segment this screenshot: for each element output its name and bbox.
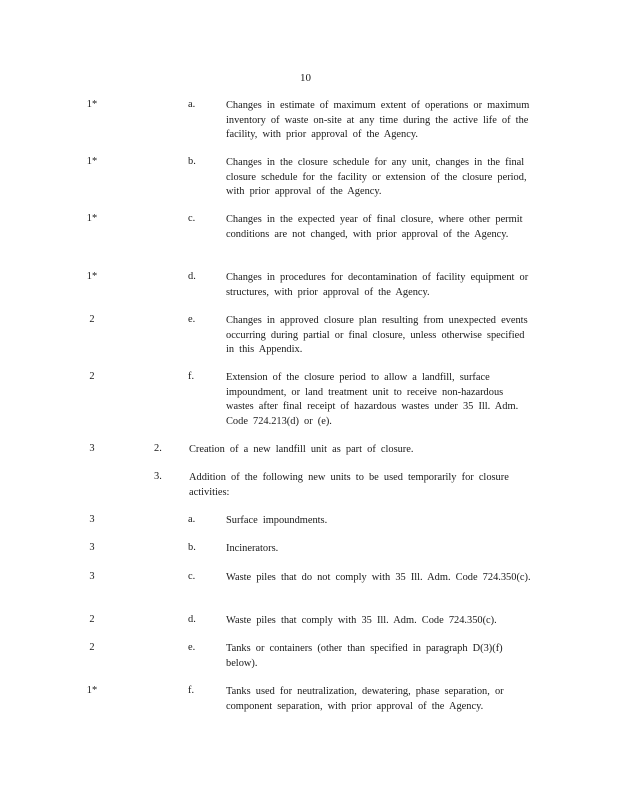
item-letter: b. bbox=[188, 156, 196, 167]
class-label: 2 bbox=[89, 314, 95, 325]
item-text: Tanks or containers (other than specified in paragraph D(3)(f) below). bbox=[226, 643, 503, 669]
class-label: 1* bbox=[86, 99, 98, 110]
item-text: Waste piles that comply with 35 Ill. Adm. Code 724.350(c). bbox=[226, 615, 497, 626]
item-text: Creation of a new landfill unit as part of closure. bbox=[189, 444, 414, 455]
class-label: 3 bbox=[89, 514, 95, 525]
class-label: 3 bbox=[89, 542, 95, 553]
item-letter: d. bbox=[188, 614, 196, 625]
class-label: 1* bbox=[86, 213, 98, 224]
class-label: 2 bbox=[89, 371, 95, 382]
item-number: 3. bbox=[154, 471, 162, 482]
class-label: 2 bbox=[89, 642, 95, 653]
item-letter: a. bbox=[188, 99, 196, 110]
item-text: Addition of the following new units to be used temporarily for closure activities: bbox=[189, 472, 509, 498]
item-letter: f. bbox=[188, 371, 195, 382]
item-text: Changes in the closure schedule for any unit, changes in the final closure schedule for the facility or extension of the closure period, with prior approval of the Agency. bbox=[226, 157, 527, 198]
page-number: 10 bbox=[300, 72, 311, 84]
item-text: Changes in estimate of maximum extent of operations or maximum inventory of waste on-site at any time during the active life of the facility, with prior approval of the Agency. bbox=[226, 100, 530, 141]
item-text: Surface impoundments. bbox=[226, 515, 328, 526]
item-letter: c. bbox=[188, 213, 196, 224]
item-text: Changes in approved closure plan resulting from unexpected events occurring during partial or final closure, unless otherwise specified in this Appendix. bbox=[226, 315, 528, 356]
item-letter: e. bbox=[188, 314, 196, 325]
item-letter: f. bbox=[188, 685, 195, 696]
item-letter: e. bbox=[188, 642, 196, 653]
class-label: 1* bbox=[86, 156, 98, 167]
item-text: Changes in procedures for decontamination of facility equipment or structures, with prior approval of the Agency. bbox=[226, 272, 529, 298]
class-label: 1* bbox=[86, 685, 98, 696]
class-label: 1* bbox=[86, 271, 98, 282]
item-letter: d. bbox=[188, 271, 196, 282]
item-text: Waste piles that do not comply with 35 Ill. Adm. Code 724.350(c). bbox=[226, 572, 531, 583]
item-letter: a. bbox=[188, 514, 196, 525]
item-text: Incinerators. bbox=[226, 543, 279, 554]
item-letter: c. bbox=[188, 571, 196, 582]
item-number: 2. bbox=[154, 443, 162, 454]
class-label: 3 bbox=[89, 571, 95, 582]
item-text: Extension of the closure period to allow a landfill, surface impoundment, or land treatment unit to receive non-hazardous wastes after final receipt of hazardous wastes under 35 Ill. Adm. Code 724.213(d) or (e). bbox=[226, 372, 519, 427]
item-letter: b. bbox=[188, 542, 196, 553]
class-label: 2 bbox=[89, 614, 95, 625]
item-text: Tanks used for neutralization, dewatering, phase separation, or component separation, with prior approval of the Agency. bbox=[226, 686, 504, 712]
item-text: Changes in the expected year of final closure, where other permit conditions are not changed, with prior approval of the Agency. bbox=[226, 214, 523, 240]
class-label: 3 bbox=[89, 443, 95, 454]
